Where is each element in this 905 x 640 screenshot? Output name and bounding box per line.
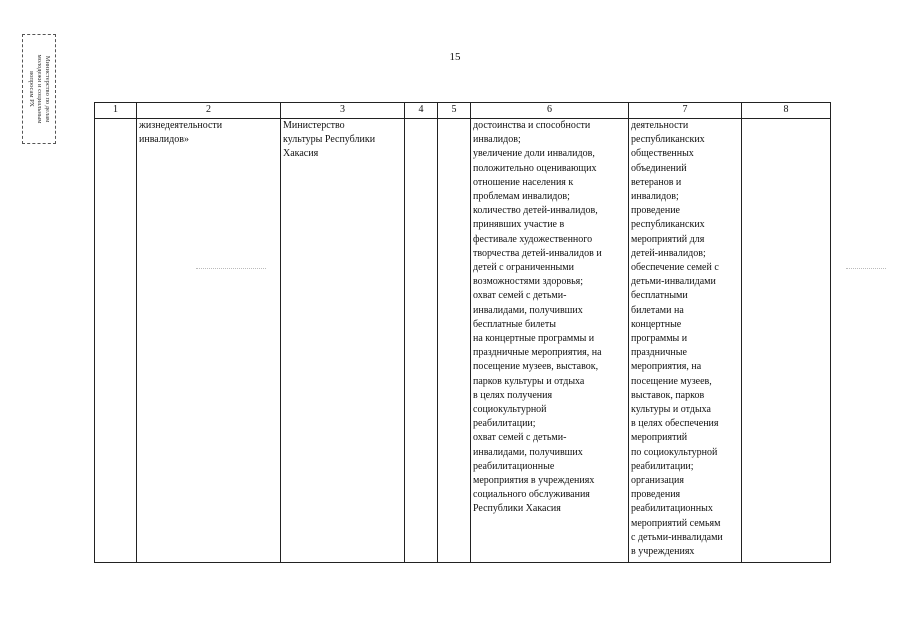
cell-col6 — [471, 119, 629, 563]
scan-artifact-right — [846, 268, 886, 269]
program-table — [94, 102, 831, 563]
page-number: 15 — [449, 51, 461, 63]
column-header-8: 8 — [742, 103, 831, 119]
cell-col7 — [629, 119, 742, 563]
cell-col8 — [742, 119, 831, 563]
stamp-line: молодежи и социальным — [36, 54, 43, 124]
cell-col5 — [438, 119, 471, 563]
cell-col2 — [137, 119, 281, 563]
stamp-box — [22, 34, 56, 144]
table-header-row — [95, 103, 831, 119]
cell-col7-text: деятельности республиканских общественных объединений ветеранов и инвалидов; проведение республиканских мероприятий для детей-инвалидов; обеспечение семей с детьми-инвалидами бесплатными билетами на концертные программы и праздничные мероприятия, на посещение музеев, выставок, парков культуры и отдыха в целях обеспечения мероприятий по социокультурной реабилитации; организация проведения реабилитационных мероприятий семьям с детьми-инвалидами в учреждениях — [631, 120, 723, 558]
column-header-3: 3 — [281, 103, 405, 119]
column-header-1: 1 — [95, 103, 137, 119]
column-header-7: 7 — [629, 103, 742, 119]
cell-col3 — [281, 119, 405, 563]
column-header-2: 2 — [137, 103, 281, 119]
stamp-line: Министерство по делам — [44, 55, 51, 123]
stamp-line: вопросам РХ — [28, 71, 35, 107]
column-header-5: 5 — [438, 103, 471, 119]
cell-col4 — [405, 119, 438, 563]
cell-col3-text: Министерство культуры Республики Хакасия — [283, 120, 376, 160]
cell-col1 — [95, 119, 137, 563]
cell-col2-text: жизнедеятельности инвалидов» — [139, 120, 223, 146]
column-header-6: 6 — [471, 103, 629, 119]
cell-col6-text: достоинства и способности инвалидов; увеличение доли инвалидов, положительно оценивающих отношение населения к проблемам инвалидов; количество детей-инвалидов, принявших участие в фестивале художественного творчества детей-инвалидов и детей с ограниченными возможностями здоровья; охват семей с детьми- инвалидами, получивших бесплатные билеты на концертные программы и праздничные мероприятия, на посещение музеев, выставок, парков культуры и отдыха в целях получения социокультурной реабилитации; охват семей с детьми- инвалидами, получивших реабилитационные мероприятия в учреждениях социального обслуживания Республики Хакасия — [473, 120, 602, 515]
table-row — [95, 119, 831, 563]
column-header-4: 4 — [405, 103, 438, 119]
stamp-text — [27, 35, 51, 143]
